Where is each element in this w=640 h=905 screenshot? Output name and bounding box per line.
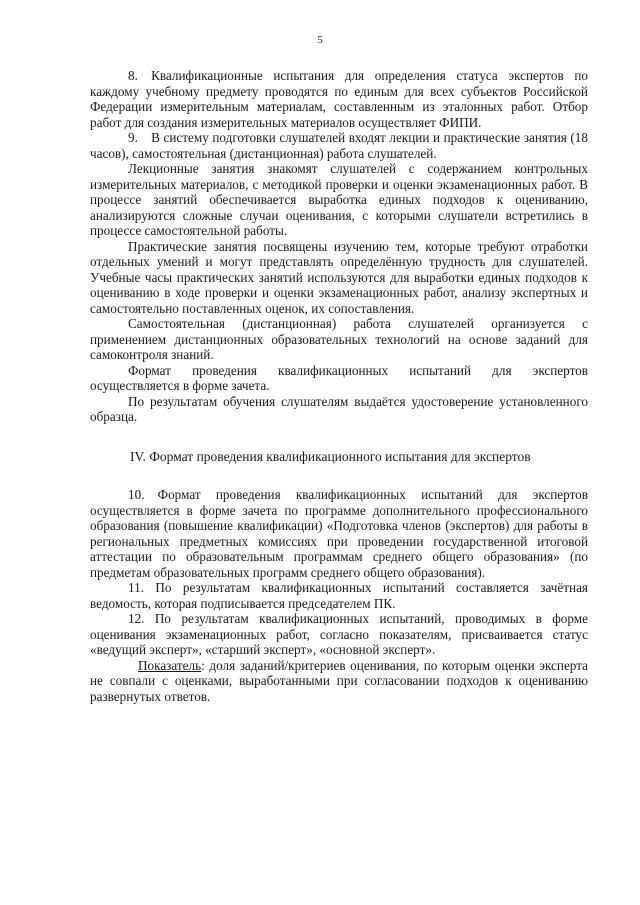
paragraph-lectures: Лекционные занятия знакомят слушателей с содержанием контрольных измерительных материалов, с методикой проверки и оценки экзаменационных работ. В процессе занятий обеспечивается выработка единых подходов к оцениванию, анализируются сложные случаи оценивания, с которыми слушатели встретились в процессе самостоятельной работы. bbox=[90, 161, 588, 238]
paragraph-12: 12. По результатам квалификационных испытаний, проводимых в форме оценивания экзаменационных работ, согласно показателям, присваивается статус «ведущий эксперт», «старший эксперт», «основной эксперт». bbox=[90, 611, 588, 657]
paragraph-9: 9. В систему подготовки слушателей входят лекции и практические занятия (18 часов), самостоятельная (дистанционная) работа слушателей. bbox=[90, 130, 588, 161]
indicator-label: Показатель bbox=[138, 657, 202, 673]
document-body bbox=[90, 68, 588, 704]
paragraph-self-study: Самостоятельная (дистанционная) работа слушателей организуется с применением дистанционных образовательных технологий на основе заданий для самоконтроля знаний. bbox=[90, 316, 588, 362]
page-number: 5 bbox=[317, 34, 323, 46]
section-heading: IV. Формат проведения квалификационного испытания для экспертов bbox=[130, 448, 531, 464]
paragraph-8: 8. Квалификационные испытания для определения статуса экспертов по каждому учебному предмету проводятся по единым для всех субъектов Российской Федерации измерительным материалам, составленным из эталонных работ. Отбор работ для создания измерительных материалов осуществляет ФИПИ. bbox=[90, 68, 588, 130]
indicator-text: : доля заданий/критериев оценивания, по которым оценки эксперта не совпали с оценками, выработанными при согласовании подходов к оцениванию развернутых ответов. bbox=[90, 657, 588, 704]
paragraph-certificate: По результатам обучения слушателям выдаётся удостоверение установленного образца. bbox=[90, 393, 588, 424]
paragraph-format-test: Формат проведения квалификационных испытаний для экспертов осуществляется в форме зачета. bbox=[90, 362, 588, 393]
paragraph-10: 10. Формат проведения квалификационных испытаний для экспертов осуществляется в форме зачета по программе дополнительного профессионального образования (повышение квалификации) «Подготовка членов (экспертов) для работы в региональных предметных комиссиях при проведении государственной итоговой аттестации по образовательным программам среднего общего образования» (по предметам образовательных программ среднего общего образования). bbox=[90, 487, 588, 580]
paragraph-practice: Практические занятия посвящены изучению тем, которые требуют отработки отдельных умений и могут представлять определённую трудность для слушателей. Учебные часы практических занятий используются для выработки единых подходов к оцениванию в ходе проверки и оценки экзаменационных работ, анализу экспертных и самостоятельно поставленных оценок, их сопоставления. bbox=[90, 238, 588, 316]
paragraph-indicator bbox=[90, 658, 588, 705]
paragraph-11: 11. По результатам квалификационных испытаний составляется зачётная ведомость, которая подписывается председателем ПК. bbox=[90, 580, 588, 611]
